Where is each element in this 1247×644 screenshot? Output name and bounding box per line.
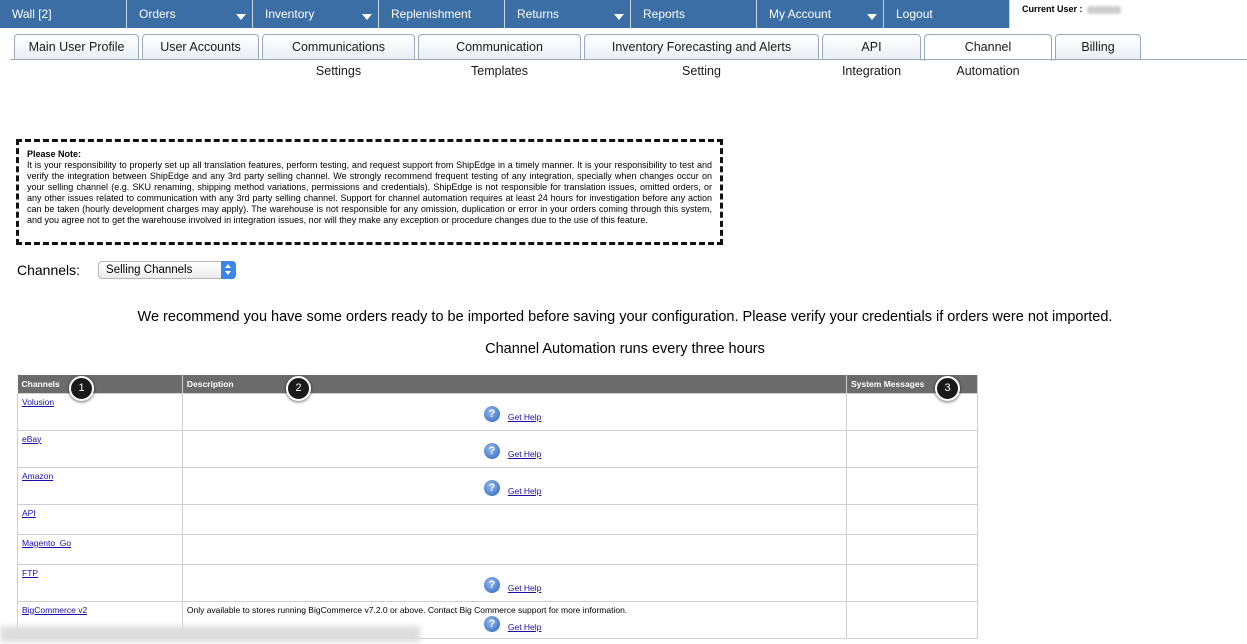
get-help-link[interactable]: Get Help <box>507 621 542 632</box>
get-help-link[interactable]: Get Help <box>507 448 542 459</box>
nav-my-account-label: My Account <box>769 7 832 21</box>
note-text: It is your responsibility to properly set up all translation features, perform testing, and request support from ShipEdge in a timely manner. It is your responsibility to test and verify the integration between ShipEdge and any 3rd party selling channel. We strongly recommend frequent testing of any integration, specially when changes occur on your selling channel (e.g. SKU renaming, shipping method variations, permissions and credentials). ShipEdge is not responsible for translation issues, omitted orders, or any other issues related to communication with any 3rd party selling channel. Support for channel automation requires at least 24 hours for investigation before any action can be taken (hourly development charges may apply). The warehouse is not responsible for any omission, duplication or error in your orders coming through this system, and you agree not to get the warehouse involved in integration issues, nor will they make any exception or procedure changes due to the use of this feature. <box>27 160 712 225</box>
system-messages-cell <box>847 601 978 638</box>
channels-filter <box>17 261 236 279</box>
redacted-username <box>1087 6 1121 14</box>
redacted-footer <box>0 626 420 642</box>
table-header <box>18 375 978 393</box>
table-row <box>18 564 978 601</box>
callout-badge-1: 1 <box>69 376 94 401</box>
chevron-down-icon <box>614 14 624 20</box>
current-user <box>1022 4 1121 14</box>
tab-divider <box>10 59 1247 60</box>
chevron-down-icon <box>867 14 877 20</box>
table-row <box>18 430 978 467</box>
help-icon[interactable]: ? <box>484 406 500 422</box>
description-text: Only available to stores running BigCommerce v7.2.0 or above. Contact Big Commerce support for more information. <box>186 604 628 615</box>
settings-tabs <box>14 34 1141 78</box>
tab-billing[interactable]: Billing <box>1055 34 1141 60</box>
channel-link[interactable]: FTP <box>22 567 39 578</box>
description-cell <box>182 430 846 467</box>
table-row <box>18 467 978 504</box>
channel-link[interactable]: Magento_Go <box>22 537 72 548</box>
select-arrows-icon <box>221 261 236 279</box>
nav-wall-label: Wall [2] <box>12 7 52 21</box>
channel-cell <box>18 564 183 601</box>
nav-returns-label: Returns <box>517 7 560 21</box>
system-messages-cell <box>847 564 978 601</box>
description-cell <box>182 393 846 430</box>
nav-orders-label: Orders <box>139 7 176 21</box>
help-link-group <box>484 616 542 632</box>
channel-cell <box>18 534 183 564</box>
system-messages-cell <box>847 534 978 564</box>
header-system-messages: System Messages <box>847 375 978 393</box>
chevron-down-icon <box>362 14 372 20</box>
get-help-link[interactable]: Get Help <box>507 582 542 593</box>
channel-cell <box>18 467 183 504</box>
tab-api-integration[interactable]: API Integration <box>822 34 921 60</box>
table-row <box>18 504 978 534</box>
channel-link[interactable]: Amazon <box>22 470 54 481</box>
channel-link[interactable]: eBay <box>22 433 42 444</box>
description-cell <box>182 534 846 564</box>
help-link-group <box>484 443 542 459</box>
channel-cell <box>18 430 183 467</box>
channel-link[interactable]: API <box>22 507 36 518</box>
header-description: Description <box>182 375 846 393</box>
schedule-message: Channel Automation runs every three hours <box>485 341 765 357</box>
nav-replenishment-label: Replenishment <box>391 7 472 21</box>
help-link-group <box>484 480 542 496</box>
recommend-message: We recommend you have some orders ready to be imported before saving your configuration. Please verify your credentials if orders were not imported. <box>137 309 1113 325</box>
system-messages-cell <box>847 430 978 467</box>
tab-user-accounts[interactable]: User Accounts <box>142 34 259 60</box>
channel-cell <box>18 504 183 534</box>
help-icon[interactable]: ? <box>484 480 500 496</box>
nav-wall[interactable] <box>0 0 127 28</box>
nav-reports[interactable] <box>631 0 757 28</box>
nav-logout[interactable] <box>884 0 1010 28</box>
callout-badge-3: 3 <box>935 376 960 401</box>
current-user-label: Current User : <box>1022 4 1083 14</box>
get-help-link[interactable]: Get Help <box>507 485 542 496</box>
nav-logout-label: Logout <box>896 7 933 21</box>
tab-inventory-forecasting[interactable]: Inventory Forecasting and Alerts Setting <box>584 34 819 60</box>
description-cell <box>182 564 846 601</box>
chevron-down-icon <box>236 14 246 20</box>
top-nav <box>0 0 1010 28</box>
nav-orders[interactable] <box>127 0 253 28</box>
nav-my-account[interactable] <box>757 0 884 28</box>
tab-communication-templates[interactable]: Communication Templates <box>418 34 581 60</box>
help-icon[interactable]: ? <box>484 616 500 632</box>
table-row <box>18 393 978 430</box>
responsibility-note <box>16 139 723 245</box>
nav-replenishment[interactable] <box>379 0 505 28</box>
channels-select[interactable] <box>98 261 236 279</box>
nav-reports-label: Reports <box>643 7 686 21</box>
description-cell <box>182 504 846 534</box>
system-messages-cell <box>847 504 978 534</box>
note-title: Please Note: <box>27 149 82 159</box>
channel-link[interactable]: Volusion <box>22 396 55 407</box>
table-row <box>18 534 978 564</box>
system-messages-cell <box>847 393 978 430</box>
header-channels: Channels <box>18 375 183 393</box>
get-help-link[interactable]: Get Help <box>507 411 542 422</box>
help-icon[interactable]: ? <box>484 577 500 593</box>
tab-channel-automation[interactable]: Channel Automation <box>924 34 1052 61</box>
tab-main-user-profile[interactable]: Main User Profile <box>14 34 139 60</box>
channel-cell <box>18 393 183 430</box>
description-cell <box>182 467 846 504</box>
callout-badge-2: 2 <box>286 376 311 401</box>
help-icon[interactable]: ? <box>484 443 500 459</box>
help-link-group <box>484 577 542 593</box>
tab-communications-settings[interactable]: Communications Settings <box>262 34 415 60</box>
channels-table <box>17 375 978 639</box>
channels-label: Channels: <box>17 262 81 278</box>
nav-inventory[interactable] <box>253 0 379 28</box>
nav-returns[interactable] <box>505 0 631 28</box>
channels-select-value: Selling Channels <box>106 264 193 276</box>
system-messages-cell <box>847 467 978 504</box>
channel-link[interactable]: BigCommerce v2 <box>22 604 88 615</box>
help-link-group <box>484 406 542 422</box>
nav-inventory-label: Inventory <box>265 7 315 21</box>
